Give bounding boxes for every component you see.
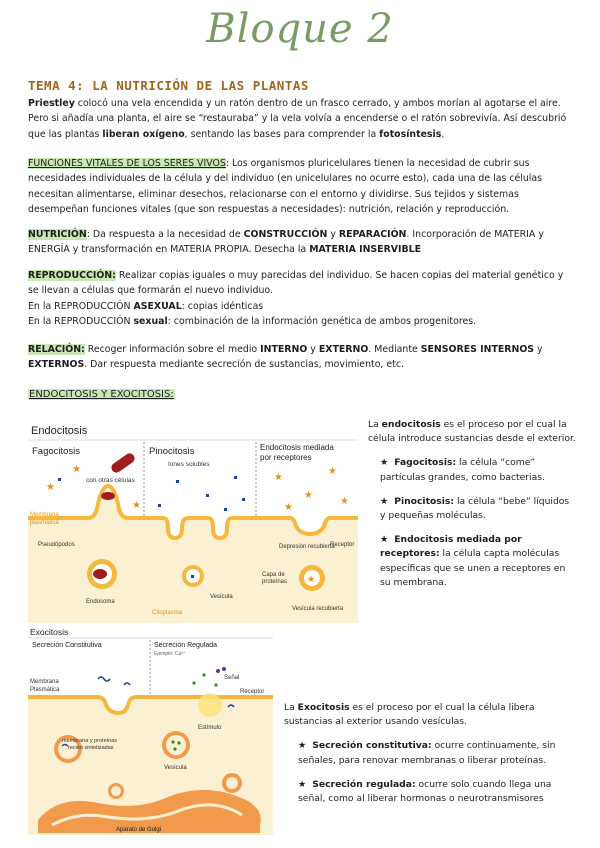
membrana-label-2: plasmática: [30, 520, 59, 526]
star-icon: ★: [298, 740, 307, 752]
endosoma-label: Endosoma: [86, 599, 115, 605]
star-icon: ★: [380, 534, 389, 546]
constitutiva-label: Secreción Constitutiva: [32, 642, 102, 649]
membrana-proteinas-label-1: membrana y proteínas: [62, 738, 118, 744]
nutricion-heading: NUTRICIÓN: [28, 229, 87, 240]
regulada-label: Secreción Regulada: [154, 642, 218, 649]
relacion-paragraph: RELACIÓN: Recoger información sobre el medio INTERNO y EXTERNO. Mediante SENSORES INTERNOS y EXTERNOS. Dar respuesta mediante secreción de sustancias, movimiento, etc.: [28, 344, 543, 371]
exocitosis-text: La Exocitosis es el proceso por el cual la célula libera sustancias al exterior usando vesículas. ★ Secreción constitutiva: ocurre continuamente, sin señales, para renovar membranas o liberar proteínas. ★ Secreción regulada: ocurre solo cuando llega una señal, como al liberar hormonas o neurotransmisores: [284, 701, 576, 806]
exo-receptor-label: Receptor: [240, 689, 265, 695]
svg-text:★: ★: [284, 502, 293, 513]
nutricion-paragraph: NUTRICIÓN: Da respuesta a la necesidad de CONSTRUCCIÓN y REPARACIÓN. Incorporación de MATERIA y ENERGÍA y transformación en MATERIA PROPIA. Desecha la MATERIA INSERVIBLE: [28, 229, 544, 256]
pinocitosis-bullet: ★ Pinocitosis: la célula “bebe” líquidos y pequeñas moléculas.: [380, 495, 570, 522]
membrana-label-1: Membrana: [30, 512, 59, 518]
endo-exo-heading: ENDOCITOSIS Y EXOCITOSIS:: [29, 389, 174, 400]
svg-text:★: ★: [307, 574, 316, 584]
svg-text:★: ★: [46, 482, 55, 493]
svg-text:★: ★: [132, 500, 141, 511]
endo-title: Endocitosis: [31, 425, 88, 437]
depresion-label: Depresión recubierta: [279, 544, 335, 550]
star-icon: ★: [298, 778, 307, 790]
pseudopodos-label: Pseudópodos: [38, 542, 75, 548]
iones-label: Iones solubles: [168, 461, 210, 468]
senal-label: Señal: [224, 675, 240, 681]
otras-celulas-label: con otras células: [86, 477, 135, 484]
relacion-heading: RELACIÓN:: [28, 344, 85, 355]
estimulo-shape: [198, 693, 222, 717]
svg-text:★: ★: [72, 464, 81, 475]
capa-label-1: Capa de: [262, 572, 285, 578]
exocitosis-diagram: [28, 625, 273, 835]
page-title: Bloque 2: [206, 6, 394, 52]
intro-paragraph: Priestley colocó una vela encendida y un ratón dentro de un frasco cerrado, y ambos morían al agotarse el aire. Pero si añadía una planta, el aire se “restauraba” y la vela volvía a encenderse o el ratón sobrevivía. Así descubrió que las plantas liberan oxígeno, sentando las bases para comprender la fotosíntesis.: [28, 98, 567, 140]
mediada-label-1: Endocitosis mediada: [260, 443, 334, 452]
priestley-name: Priestley: [28, 98, 75, 109]
endocitosis-text: La endocitosis es el proceso por el cual la célula introduce sustancias desde el exterior. ★ Fagocitosis: la célula “come” partículas grandes, como bacterias. ★ Pinocitosis: la célula “bebe” líquidos y pequeñas moléculas. ★ Endocitosis mediada por receptores: la célula capta moléculas específicas que se unen a receptores en su membrana.: [368, 418, 576, 590]
pinocitosis-label: Pinocitosis: [149, 446, 195, 457]
funciones-paragraph: FUNCIONES VITALES DE LOS SERES VIVOS: Los organismos pluricelulares tienen la necesidad de cubrir sus necesidades individuales de la célula y del individuo (en unicelulares no ocurre esto), cada una de las células necesitan alimentarse, eliminar desechos, relacionarse con el entorno y dividirse. Sus tejidos y sistemas desempeñan funciones vitales (que son respuestas a necesidades): nutrición, relación y reproducción.: [28, 158, 543, 216]
receptor-label: Receptor: [330, 542, 355, 548]
bacteria-engulfed: [101, 492, 115, 500]
svg-text:★: ★: [274, 472, 283, 483]
fagocitosis-bullet: ★ Fagocitosis: la célula “come” partículas grandes, como bacterias.: [380, 457, 545, 483]
exo-title: Exocitosis: [30, 627, 69, 637]
svg-text:★: ★: [340, 496, 349, 507]
reproduccion-heading: REPRODUCCIÓN:: [28, 270, 116, 281]
star-icon: ★: [380, 495, 389, 507]
reproduccion-paragraph: REPRODUCCIÓN: Realizar copias iguales o muy parecidas del individuo. Se hacen copias del material genético y se llevan a células que formarán el nuevo individuo. En la REPRODUCCIÓN ASEXUAL: copias idénticas En la REPRODUCCIÓN sexual: combinación de la información genética de ambos progenitores.: [28, 270, 564, 328]
estimulo-label: Estímulo: [198, 725, 222, 731]
vesicula-recubierta-label: Vesícula recubierta: [292, 606, 344, 612]
exo-membrana-label-1: Membrana: [30, 679, 59, 685]
svg-text:★: ★: [328, 466, 337, 477]
svg-text:★: ★: [304, 490, 313, 501]
mediada-label-2: por receptores: [260, 453, 312, 462]
citoplasma-label: Citoplasma: [152, 610, 183, 616]
funciones-heading: FUNCIONES VITALES DE LOS SERES VIVOS: [28, 158, 226, 169]
mediada-bullet: ★ Endocitosis mediada por receptores: la célula capta moléculas específicas que se unen a receptores en su membrana.: [380, 534, 566, 588]
regulada-bullet: ★ Secreción regulada: ocurre solo cuando llega una señal, como al liberar hormonas o neurotransmisores: [298, 778, 552, 805]
fagocitosis-label: Fagocitosis: [32, 446, 81, 457]
constitutiva-bullet: ★ Secreción constitutiva: ocurre continuamente, sin señales, para renovar membranas o liberar proteínas.: [298, 740, 556, 766]
tema-heading: TEMA 4: LA NUTRICIÓN DE LAS PLANTAS: [28, 78, 309, 93]
capa-label-2: proteínas: [262, 579, 288, 585]
membrana-proteinas-label-2: recién sintetizadas: [68, 745, 114, 751]
endocitosis-diagram: [28, 418, 358, 623]
ejemplo-label: Ejemplo: Ca²⁺: [154, 651, 186, 657]
exo-vesicula-label: Vesícula: [164, 765, 187, 771]
exo-membrana-label-2: Plasmática: [30, 687, 60, 693]
golgi-label: Aparato de Golgi: [116, 827, 162, 833]
star-icon: ★: [380, 457, 389, 469]
vesicula-label: Vesícula: [210, 594, 233, 600]
